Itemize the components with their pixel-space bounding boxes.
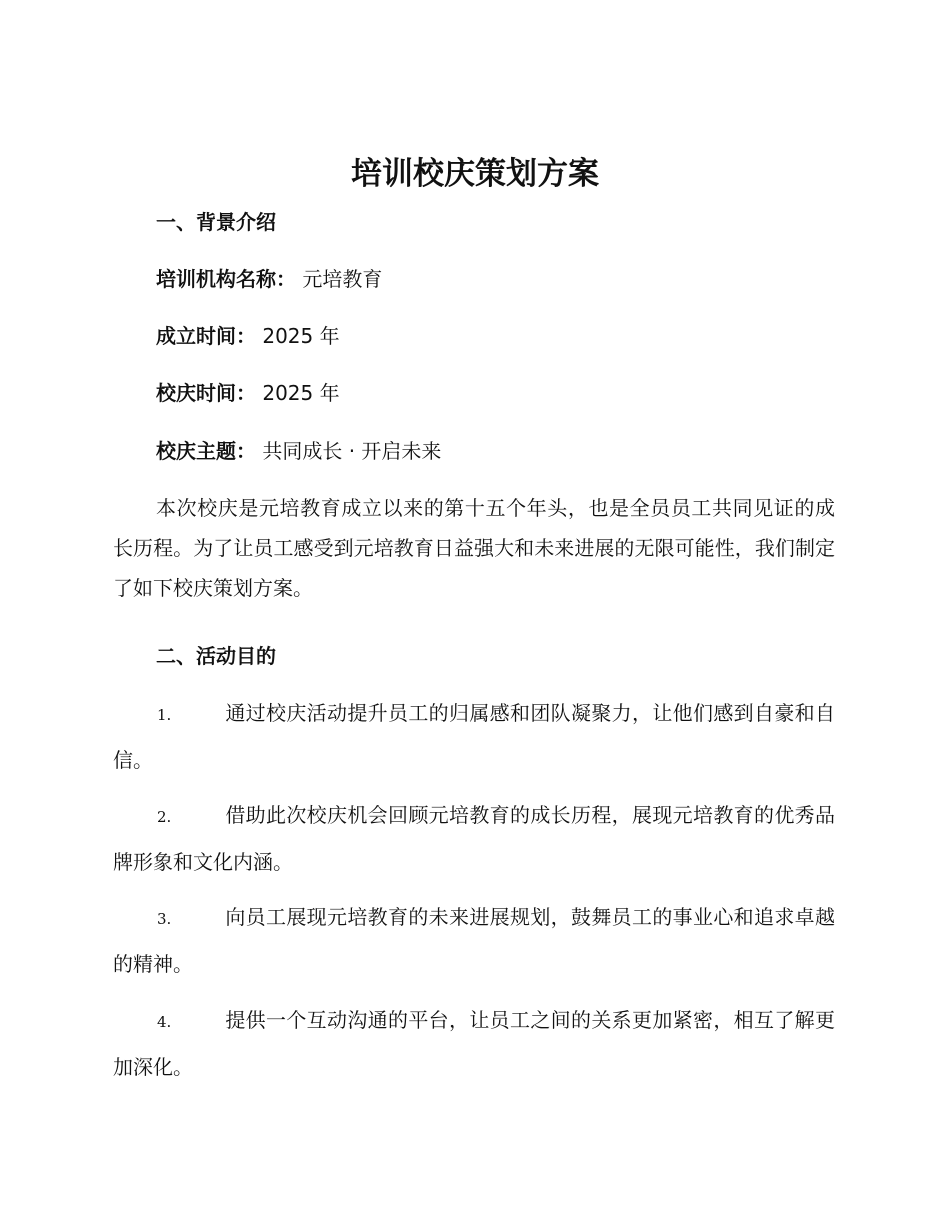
list-item-text: 借助此次校庆机会回顾元培教育的成长历程，展现元培教育的优秀品牌形象和文化内涵。 <box>113 803 835 874</box>
purpose-list-item <box>113 691 835 783</box>
field-value: 2025 年 <box>262 324 340 348</box>
list-item-text: 向员工展现元培教育的未来进展规划，鼓舞员工的事业心和追求卓越的精神。 <box>113 905 835 976</box>
field-anniversary-time <box>156 379 340 407</box>
field-label: 校庆主题： <box>156 439 256 463</box>
purpose-list-item <box>113 793 835 885</box>
list-number: 4. <box>157 1013 172 1031</box>
list-number: 2. <box>157 808 172 826</box>
document-title: 培训校庆策划方案 <box>351 156 599 192</box>
purpose-list-item <box>113 998 835 1090</box>
list-number: 3. <box>157 910 172 928</box>
field-founded-time <box>156 322 340 350</box>
list-item-text: 提供一个互动沟通的平台，让员工之间的关系更加紧密，相互了解更加深化。 <box>113 1008 835 1079</box>
field-value: 2025 年 <box>262 381 340 405</box>
list-item-text: 通过校庆活动提升员工的归属感和团队凝聚力，让他们感到自豪和自信。 <box>113 701 835 772</box>
purpose-list-item <box>113 895 835 987</box>
field-institution-name <box>156 265 382 293</box>
background-paragraph: 本次校庆是元培教育成立以来的第十五个年头，也是全员员工共同见证的成长历程。为了让员工感受到元培教育日益强大和未来进展的无限可能性，我们制定了如下校庆策划方案。 <box>113 496 835 600</box>
field-label: 校庆时间： <box>156 381 256 405</box>
field-value: 共同成长 · 开启未来 <box>262 439 442 463</box>
section-heading-purpose: 二、活动目的 <box>156 644 276 668</box>
field-label: 培训机构名称： <box>156 267 296 291</box>
section-heading-background: 一、背景介绍 <box>156 210 276 234</box>
field-anniversary-theme <box>156 437 441 465</box>
field-label: 成立时间： <box>156 324 256 348</box>
list-number: 1. <box>157 706 172 724</box>
field-value: 元培教育 <box>302 267 383 291</box>
